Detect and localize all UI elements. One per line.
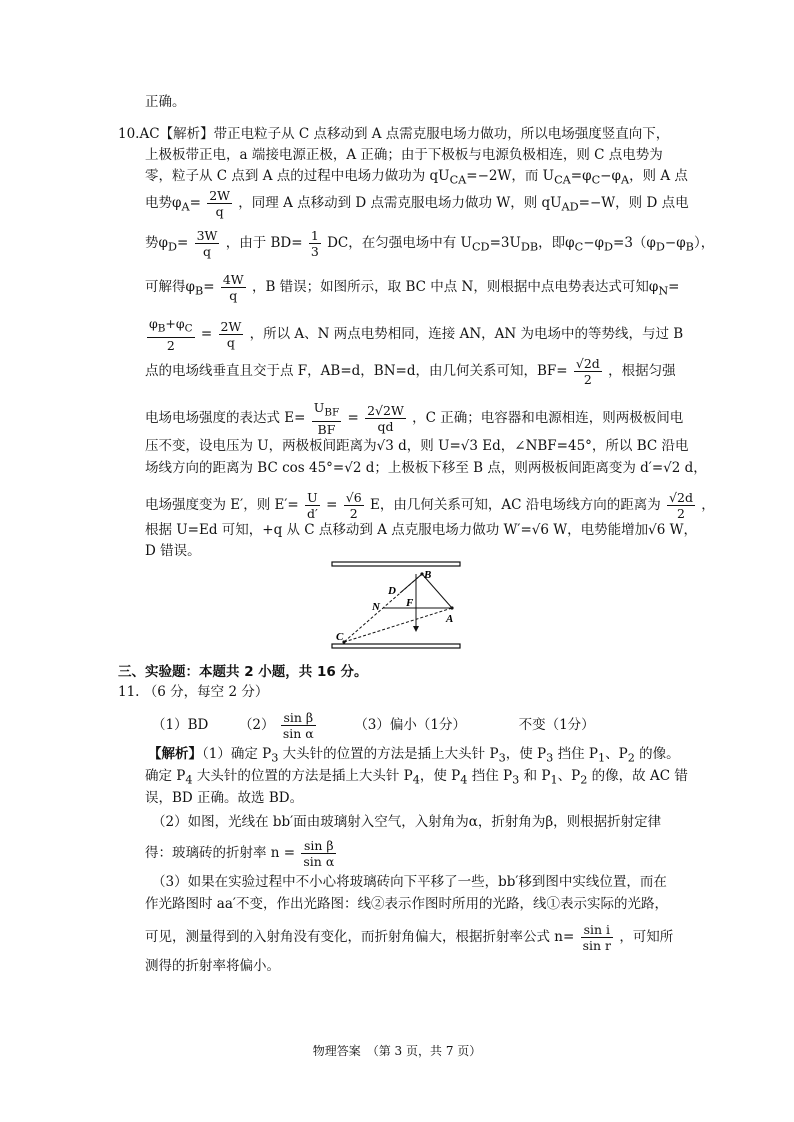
fraction: $\frac{\text{sin β}}{\text{sin α}}$: [282, 710, 314, 741]
analysis-line: （3）如果在实验过程中不小心将玻璃砖向下平移了一些，bb′移到图中实线位置，而在: [152, 874, 667, 890]
label-c: C: [336, 631, 344, 643]
fraction: $\frac{\text{sin β}}{\text{sin α}}$: [303, 838, 335, 869]
analysis-line: （2）如图，光线在 bb′面由玻璃射入空气，入射角为α，折射角为β，则根据折射定律: [152, 814, 662, 830]
question-10: 10.AC【解析】带正电粒子从 C 点移动到 A 点需克服电场力做功，所以电场强度竖直向下，: [118, 126, 670, 142]
fraction: $\frac{2√2W}{qd}$: [367, 402, 404, 434]
fraction: $\frac{1}{3}$: [310, 228, 319, 259]
text-line: 正确。: [145, 94, 186, 110]
text-line: $\frac{\varphi_B+\varphi_C}{2}$ = $\frac{2W}{q}$ ，所以 A、N 两点电势相同，连接 AN，AN 为电场中的等势线，与过 B: [149, 316, 684, 353]
fraction: $\frac{\text{sin i}}{\text{sin r}}$: [582, 922, 612, 953]
fraction: $\frac{U}{d'}$: [307, 490, 318, 521]
fraction: $\frac{2W}{q}$: [209, 188, 230, 219]
fraction: $\frac{√6}{2}$: [345, 490, 362, 521]
label-b: B: [424, 569, 432, 581]
analysis-line: 【解析】（1）确定 $P_3$ 大头针的位置的方法是插上大头针 $P_3$，使 $P_3$ 挡住 $P_1$、$P_2$ 的像。: [148, 746, 680, 765]
text-line: 压不变，设电压为 U，两极板间距离为√3 d，则 U=√3 Ed，∠NBF=45°，所以 BC 沿电: [145, 438, 689, 454]
text-line: 场线方向的距离为 BC cos 45°=√2 d；上极板下移至 B 点，则两极板间距离变为 d′=√2 d，: [145, 460, 707, 476]
arrowhead: [413, 626, 419, 632]
text-line: 电势$\varphi_A=$ $\frac{2W}{q}$ ，同理 A 点移动到 D 点需克服电场力做功 W，则 $qU_{AD}=-W$，则 D 点电: [145, 188, 689, 219]
fraction: $\frac{3W}{q}$: [196, 228, 218, 259]
text-line: 零，粒子从 C 点到 A 点的过程中电场力做功为 $qU_{CA}=-2W$，而 $U_{CA}=\varphi_C-\varphi_A$，则 A 点: [145, 168, 688, 187]
text-line: D 错误。: [145, 543, 201, 559]
label-f: F: [406, 597, 414, 609]
analysis-line: 误，BD 正确。故选 BD。: [145, 790, 304, 806]
text-line: 根据 U=Ed 可知，+q 从 C 点移动到 A 点克服电场力做功 W′=√6 W，电势能增加√6 W，: [145, 522, 698, 538]
lower-plate: [332, 644, 460, 648]
capacitor-field-figure: [330, 560, 462, 652]
analysis-line: 确定 $P_4$ 大头针的位置的方法是插上大头针 $P_4$，使 $P_4$ 挡住 $P_3$ 和 $P_1$、$P_2$ 的像，故 AC 错: [145, 768, 688, 787]
analysis-line: 可见，测量得到的入射角没有变化，而折射角偏大，根据折射率公式 n= $\frac{\text{sin i}}{\text{sin r}}$ ，可知所: [145, 922, 674, 953]
segment-bd: [400, 574, 422, 593]
point-a: [450, 606, 453, 609]
fraction: $\frac{4W}{q}$: [222, 272, 244, 303]
segment-ca: [344, 608, 452, 642]
section-heading: 三、实验题：本题共 2 小题，共 16 分。: [118, 664, 368, 680]
text-line: 可解得$\varphi_B=$ $\frac{4W}{q}$ ，B 错误；如图所示，取 BC 中点 N，则根据中点电势表达式可知$\varphi_N=$: [145, 272, 680, 303]
page-footer: 物理答案 （第 3 页，共 7 页）: [312, 1044, 482, 1058]
text-line: 电场强度变为 E′，则 E′= $\frac{U}{d'}$ = $\frac{√6}{2}$ E，由几何关系可知，AC 沿电场线方向的距离为 $\frac{√2d}{2}$ ，: [145, 490, 715, 521]
analysis-line: 作光路图时 aa′不变，作出光路图：线②表示作图时所用的光路，线①表示实际的光路，: [145, 896, 668, 912]
fraction: $\frac{√2d}{2}$: [669, 490, 693, 521]
analysis-line: 测得的折射率将偏小。: [145, 958, 280, 974]
label-d: D: [388, 585, 396, 597]
label-a: A: [446, 613, 454, 625]
fraction: $\frac{2W}{q}$: [220, 318, 242, 350]
upper-plate: [332, 562, 460, 566]
answers-row: （1）BD （2） $\frac{\text{sin β}}{\text{sin α}}$ （3）偏小（1分） 不变（1分）: [152, 710, 595, 741]
question-11: 11. （6 分，每空 2 分）: [118, 684, 269, 700]
analysis-line: 得：玻璃砖的折射率 n = $\frac{\text{sin β}}{\text{sin α}}$: [145, 838, 335, 869]
fraction: $\frac{U_{BF}}{BF}$: [313, 400, 340, 437]
fraction: $\frac{\varphi_B+\varphi_C}{2}$: [149, 316, 193, 353]
text-line: 电场电场强度的表达式 E= $\frac{U_{BF}}{BF}$ = $\frac{2√2W}{qd}$ ，C 正确；电容器和电源相连，则两极板间电: [145, 400, 684, 437]
text-line: 点的电场线垂直且交于点 F，AB=d，BN=d，由几何关系可知，BF= $\frac{√2d}{2}$ ，根据匀强: [145, 356, 676, 387]
label-n: N: [372, 601, 380, 613]
text-line: 势$\varphi_D=$ $\frac{3W}{q}$ ，由于 BD= $\frac{1}{3}$ DC，在匀强电场中有 $U_{CD}=3U_{DB}$，即$\varphi_C-\varphi_D=3(\varphi_D-\varphi_B)$，: [145, 228, 715, 259]
text-line: 上极板带正电，a 端接电源正极，A 正确；由于下极板与电源负极相连，则 C 点电势为: [145, 147, 663, 163]
fraction: $\frac{√2d}{2}$: [575, 356, 600, 387]
